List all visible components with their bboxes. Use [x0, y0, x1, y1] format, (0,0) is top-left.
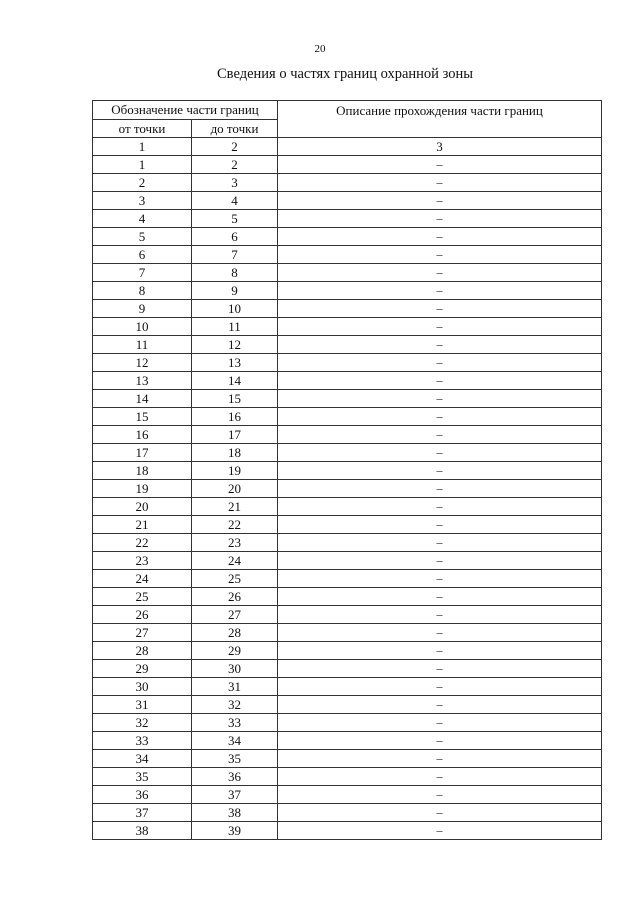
- description-cell: –: [278, 750, 602, 768]
- to-point-cell: 10: [192, 300, 278, 318]
- table-row: [93, 714, 602, 732]
- table-row: [93, 822, 602, 840]
- from-point-cell: 21: [93, 516, 192, 534]
- boundary-parts-table: [92, 100, 602, 840]
- description-cell: –: [278, 606, 602, 624]
- from-point-cell: 22: [93, 534, 192, 552]
- description-cell: –: [278, 264, 602, 282]
- description-cell: –: [278, 390, 602, 408]
- description-cell: –: [278, 822, 602, 840]
- description-cell: –: [278, 246, 602, 264]
- to-point-cell: 9: [192, 282, 278, 300]
- header-to-point: до точки: [192, 120, 278, 138]
- description-cell: –: [278, 426, 602, 444]
- to-point-cell: 32: [192, 696, 278, 714]
- from-point-cell: 10: [93, 318, 192, 336]
- description-cell: –: [278, 498, 602, 516]
- to-point-cell: 26: [192, 588, 278, 606]
- column-number-cell: 2: [192, 138, 278, 156]
- description-cell: –: [278, 444, 602, 462]
- to-point-cell: 12: [192, 336, 278, 354]
- header-from-point: от точки: [93, 120, 192, 138]
- to-point-cell: 7: [192, 246, 278, 264]
- table-row: [93, 516, 602, 534]
- from-point-cell: 9: [93, 300, 192, 318]
- table-row: [93, 210, 602, 228]
- description-cell: –: [278, 570, 602, 588]
- description-cell: –: [278, 210, 602, 228]
- from-point-cell: 23: [93, 552, 192, 570]
- description-cell: –: [278, 192, 602, 210]
- from-point-cell: 27: [93, 624, 192, 642]
- from-point-cell: 35: [93, 768, 192, 786]
- to-point-cell: 2: [192, 156, 278, 174]
- table-row: [93, 534, 602, 552]
- table-row: [93, 642, 602, 660]
- from-point-cell: 19: [93, 480, 192, 498]
- to-point-cell: 25: [192, 570, 278, 588]
- from-point-cell: 13: [93, 372, 192, 390]
- document-title: Сведения о частях границ охранной зоны: [217, 66, 473, 82]
- to-point-cell: 28: [192, 624, 278, 642]
- table-row: [93, 624, 602, 642]
- description-cell: –: [278, 660, 602, 678]
- from-point-cell: 32: [93, 714, 192, 732]
- description-cell: –: [278, 516, 602, 534]
- description-cell: –: [278, 372, 602, 390]
- from-point-cell: 20: [93, 498, 192, 516]
- to-point-cell: 39: [192, 822, 278, 840]
- from-point-cell: 24: [93, 570, 192, 588]
- column-numbering-row: [93, 138, 602, 156]
- table-row: [93, 480, 602, 498]
- from-point-cell: 12: [93, 354, 192, 372]
- table-row: [93, 246, 602, 264]
- description-cell: –: [278, 408, 602, 426]
- to-point-cell: 35: [192, 750, 278, 768]
- to-point-cell: 31: [192, 678, 278, 696]
- table-row: [93, 588, 602, 606]
- to-point-cell: 13: [192, 354, 278, 372]
- table-row: [93, 282, 602, 300]
- table-row: [93, 192, 602, 210]
- from-point-cell: 36: [93, 786, 192, 804]
- table-row: [93, 174, 602, 192]
- table-row: [93, 696, 602, 714]
- description-cell: –: [278, 624, 602, 642]
- description-cell: –: [278, 534, 602, 552]
- from-point-cell: 8: [93, 282, 192, 300]
- table-row: [93, 156, 602, 174]
- description-cell: –: [278, 174, 602, 192]
- to-point-cell: 30: [192, 660, 278, 678]
- to-point-cell: 14: [192, 372, 278, 390]
- from-point-cell: 38: [93, 822, 192, 840]
- description-cell: –: [278, 678, 602, 696]
- column-number-cell: 3: [278, 138, 602, 156]
- from-point-cell: 28: [93, 642, 192, 660]
- from-point-cell: 30: [93, 678, 192, 696]
- to-point-cell: 22: [192, 516, 278, 534]
- to-point-cell: 15: [192, 390, 278, 408]
- table-body: [93, 138, 602, 840]
- description-cell: –: [278, 804, 602, 822]
- from-point-cell: 15: [93, 408, 192, 426]
- to-point-cell: 4: [192, 192, 278, 210]
- table-row: [93, 336, 602, 354]
- description-cell: –: [278, 318, 602, 336]
- to-point-cell: 3: [192, 174, 278, 192]
- table-row: [93, 462, 602, 480]
- from-point-cell: 29: [93, 660, 192, 678]
- to-point-cell: 16: [192, 408, 278, 426]
- from-point-cell: 11: [93, 336, 192, 354]
- table-row: [93, 732, 602, 750]
- from-point-cell: 34: [93, 750, 192, 768]
- to-point-cell: 36: [192, 768, 278, 786]
- table-row: [93, 678, 602, 696]
- table-row: [93, 408, 602, 426]
- table-row: [93, 354, 602, 372]
- description-cell: –: [278, 228, 602, 246]
- table-row: [93, 660, 602, 678]
- from-point-cell: 25: [93, 588, 192, 606]
- table-row: [93, 390, 602, 408]
- table-row: [93, 768, 602, 786]
- to-point-cell: 24: [192, 552, 278, 570]
- from-point-cell: 18: [93, 462, 192, 480]
- table-row: [93, 606, 602, 624]
- from-point-cell: 3: [93, 192, 192, 210]
- table-row: [93, 264, 602, 282]
- description-cell: –: [278, 282, 602, 300]
- from-point-cell: 4: [93, 210, 192, 228]
- to-point-cell: 33: [192, 714, 278, 732]
- to-point-cell: 29: [192, 642, 278, 660]
- description-cell: –: [278, 336, 602, 354]
- table-row: [93, 804, 602, 822]
- to-point-cell: 17: [192, 426, 278, 444]
- header-boundary-part-designation: Обозначение части границ: [93, 101, 278, 120]
- table-row: [93, 444, 602, 462]
- to-point-cell: 38: [192, 804, 278, 822]
- from-point-cell: 33: [93, 732, 192, 750]
- to-point-cell: 37: [192, 786, 278, 804]
- description-cell: –: [278, 642, 602, 660]
- to-point-cell: 23: [192, 534, 278, 552]
- to-point-cell: 6: [192, 228, 278, 246]
- description-cell: –: [278, 480, 602, 498]
- to-point-cell: 27: [192, 606, 278, 624]
- table-row: [93, 498, 602, 516]
- page-number: 20: [314, 43, 326, 55]
- table-row: [93, 300, 602, 318]
- description-cell: –: [278, 354, 602, 372]
- table-row: [93, 426, 602, 444]
- description-cell: –: [278, 462, 602, 480]
- table-row: [93, 372, 602, 390]
- description-cell: –: [278, 300, 602, 318]
- to-point-cell: 21: [192, 498, 278, 516]
- to-point-cell: 8: [192, 264, 278, 282]
- to-point-cell: 34: [192, 732, 278, 750]
- table-row: [93, 786, 602, 804]
- description-cell: –: [278, 588, 602, 606]
- from-point-cell: 14: [93, 390, 192, 408]
- to-point-cell: 5: [192, 210, 278, 228]
- table-row: [93, 750, 602, 768]
- from-point-cell: 26: [93, 606, 192, 624]
- to-point-cell: 20: [192, 480, 278, 498]
- from-point-cell: 31: [93, 696, 192, 714]
- from-point-cell: 2: [93, 174, 192, 192]
- description-cell: –: [278, 714, 602, 732]
- description-cell: –: [278, 696, 602, 714]
- description-cell: –: [278, 552, 602, 570]
- table-row: [93, 552, 602, 570]
- description-cell: –: [278, 768, 602, 786]
- from-point-cell: 6: [93, 246, 192, 264]
- from-point-cell: 1: [93, 156, 192, 174]
- description-cell: –: [278, 732, 602, 750]
- from-point-cell: 17: [93, 444, 192, 462]
- column-number-cell: 1: [93, 138, 192, 156]
- to-point-cell: 19: [192, 462, 278, 480]
- description-cell: –: [278, 786, 602, 804]
- to-point-cell: 18: [192, 444, 278, 462]
- table-row: [93, 570, 602, 588]
- to-point-cell: 11: [192, 318, 278, 336]
- header-boundary-description: Описание прохождения части границ: [278, 101, 602, 138]
- table-row: [93, 228, 602, 246]
- from-point-cell: 5: [93, 228, 192, 246]
- table-row: [93, 318, 602, 336]
- from-point-cell: 7: [93, 264, 192, 282]
- description-cell: –: [278, 156, 602, 174]
- from-point-cell: 16: [93, 426, 192, 444]
- from-point-cell: 37: [93, 804, 192, 822]
